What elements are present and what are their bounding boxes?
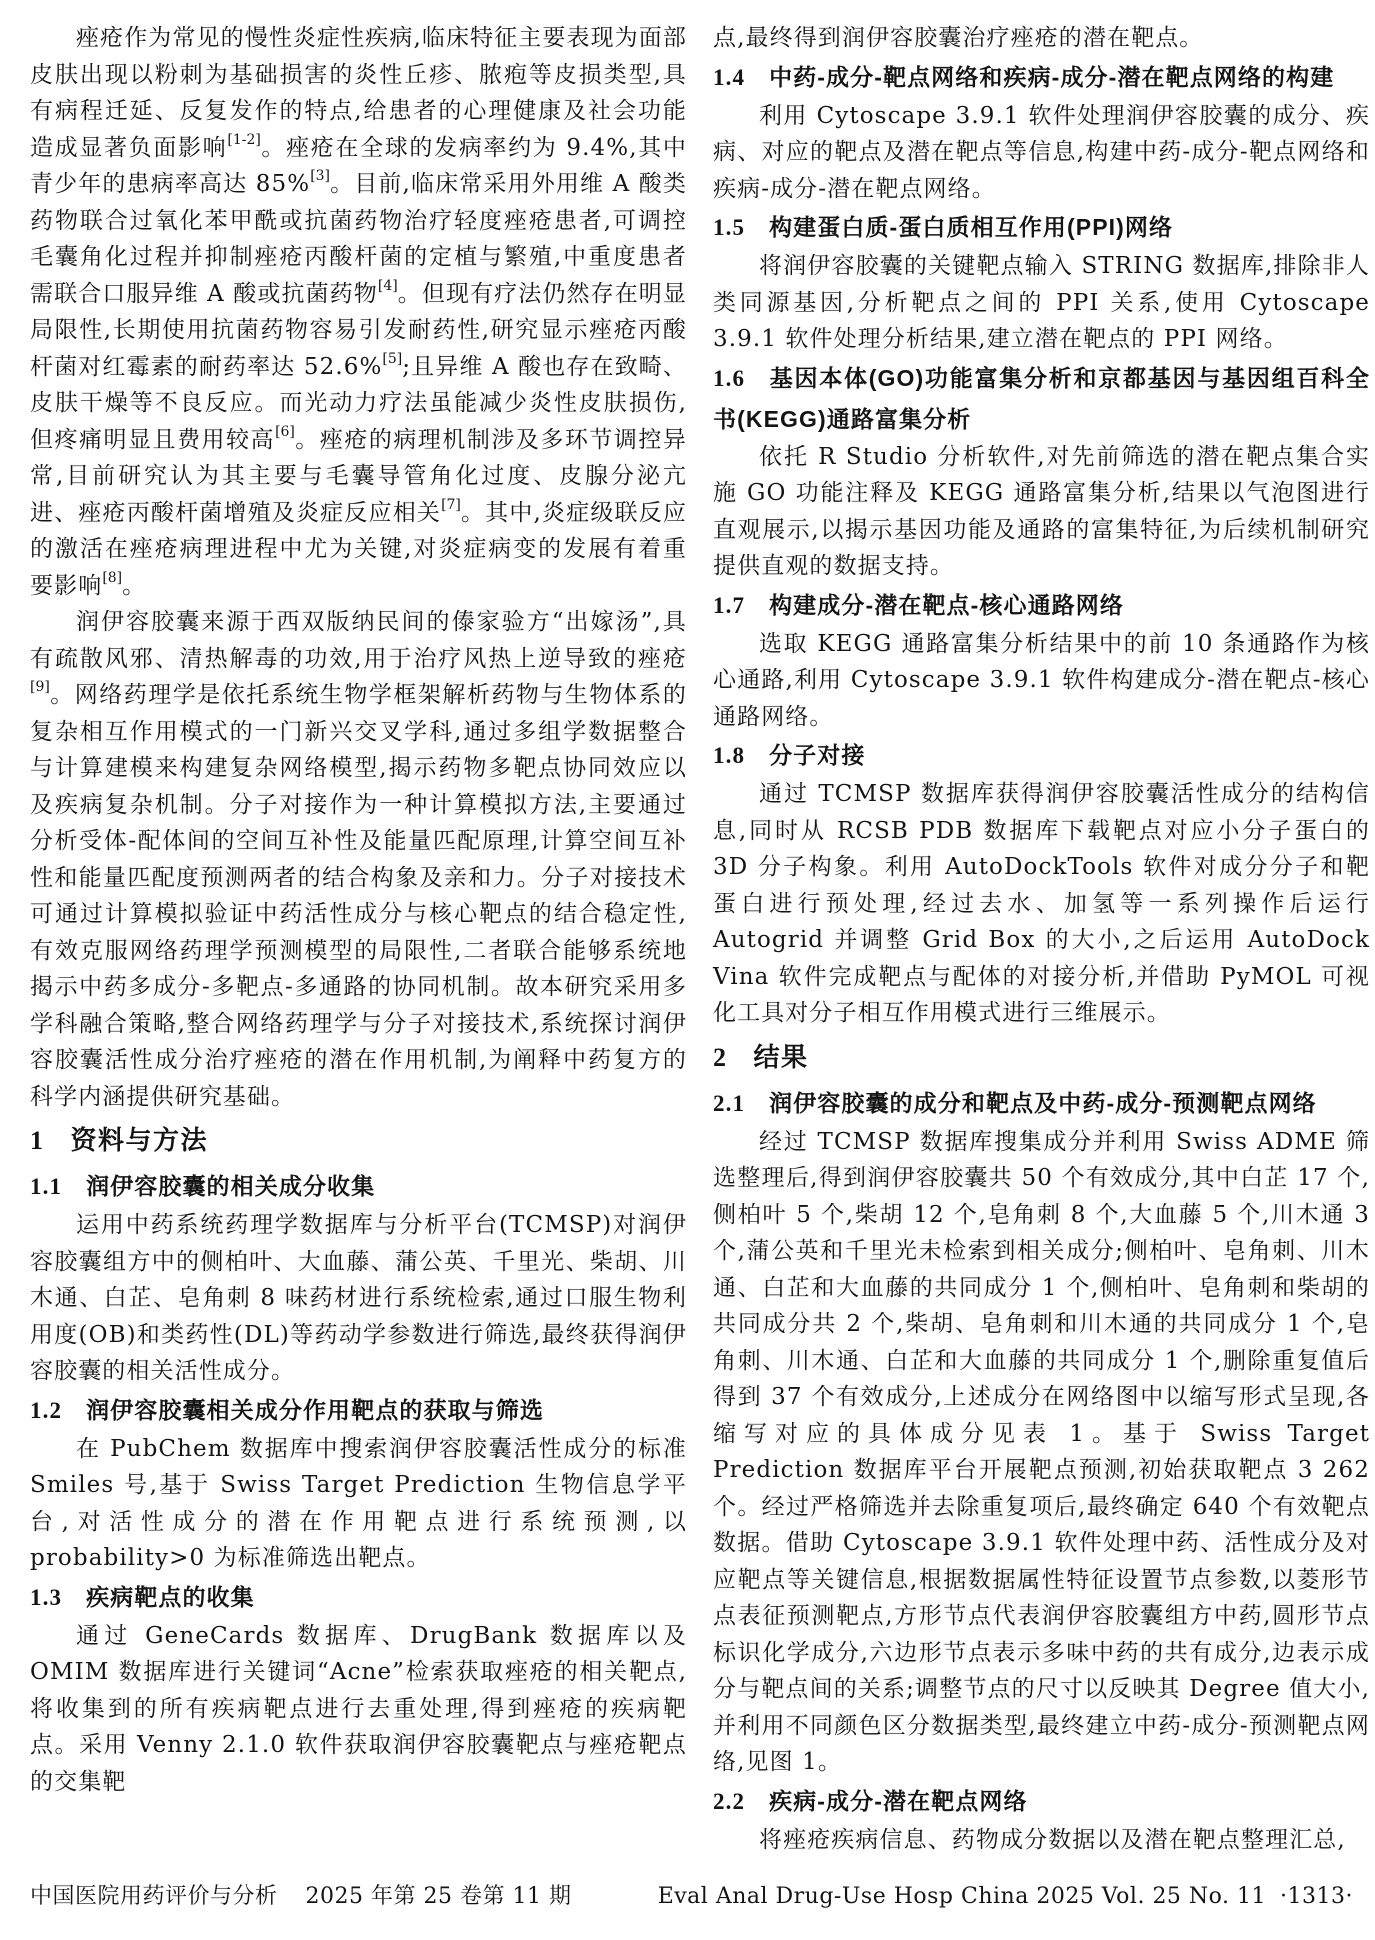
- section-heading-2.1: [713, 1083, 1370, 1124]
- footer-journal-en: [644, 1882, 1353, 1912]
- page-number: ·1313·: [1280, 1884, 1353, 1909]
- journal-title-cn: 中国医院用药评价与分析: [30, 1884, 278, 1909]
- section-number: 1.4: [713, 64, 746, 90]
- section-title: 疾病-成分-潜在靶点网络: [769, 1787, 1028, 1814]
- article-body: [30, 20, 1370, 1858]
- section-heading-1.7: [713, 585, 1370, 626]
- paragraph: 痤疮作为常见的慢性炎症性疾病,临床特征主要表现为面部皮肤出现以粉刺为基础损害的炎性丘疹、脓疱等皮损类型,具有病程迁延、反复发作的特点,给患者的心理健康及社会功能造成显著负面影响[1-2]。痤疮在全球的发病率约为 9.4%,其中青少年的患病率高达 85%[3]。目前,临床常采用外用维 A 酸类药物联合过氧化苯甲酰或抗菌药物治疗轻度痤疮患者,可调控毛囊角化过程并抑制痤疮丙酸杆菌的定植与繁殖,中重度患者需联合口服异维 A 酸或抗菌药物[4]。但现有疗法仍然存在明显局限性,长期使用抗菌药物容易引发耐药性,研究显示痤疮丙酸杆菌对红霉素的耐药率达 52.6%[5];且异维 A 酸也存在致畸、皮肤干燥等不良反应。而光动力疗法虽能减少炎性皮肤损伤,但疼痛明显且费用较高[6]。痤疮的病理机制涉及多环节调控异常,目前研究认为其主要与毛囊导管角化过度、皮腺分泌亢进、痤疮丙酸杆菌增殖及炎症反应相关[7]。其中,炎症级联反应的激活在痤疮病理进程中尤为关键,对炎症病变的发展有着重要影响[8]。: [30, 25, 688, 599]
- paragraph: 运用中药系统药理学数据库与分析平台(TCMSP)对润伊容胶囊组方中的侧柏叶、大血藤、蒲公英、千里光、柴胡、川木通、白芷、皂角刺 8 味药材进行系统检索,通过口服生物利用度(OB)和类药性(DL)等药动学参数进行筛选,最终获得润伊容胶囊的相关活性成分。: [30, 1212, 687, 1384]
- paragraph: 利用 Cytoscape 3.9.1 软件处理润伊容胶囊的成分、疾病、对应的靶点及潜在靶点等信息,构建中药-成分-靶点网络和疾病-成分-潜在靶点网络。: [713, 102, 1370, 202]
- section-heading-1.6: [713, 358, 1370, 439]
- section-heading-1.1: [30, 1166, 687, 1207]
- section-heading-1: [30, 1115, 687, 1166]
- section-heading-1.8: [713, 735, 1370, 776]
- section-title: 润伊容胶囊的相关成分收集: [86, 1173, 376, 1199]
- reference-marker: [3]: [310, 168, 331, 185]
- section-title: 润伊容胶囊相关成分作用靶点的获取与筛选: [86, 1396, 544, 1423]
- reference-marker: [7]: [441, 496, 461, 513]
- left-column: [30, 20, 687, 1858]
- section-number: 2.1: [713, 1090, 746, 1116]
- section-number: 2: [713, 1042, 728, 1072]
- right-column: [713, 20, 1370, 1858]
- paragraph: 润伊容胶囊来源于西双版纳民间的傣家验方“出嫁汤”,具有疏散风邪、清热解毒的功效,用于治疗风热上逆导致的痤疮[9]。网络药理学是依托系统生物学框架解析药物与生物体系的复杂相互作用模式的一门新兴交叉学科,通过多组学数据整合与计算建模来构建复杂网络模型,揭示药物多靶点协同效应以及疾病复杂机制。分子对接作为一种计算模拟方法,主要通过分析受体-配体间的空间互补性及能量匹配原理,计算空间互补性和能量匹配度预测两者的结合构象及亲和力。分子对接技术可通过计算模拟验证中药活性成分与核心靶点的结合稳定性,有效克服网络药理学预测模型的局限性,二者联合能够系统地揭示中药多成分-多靶点-多通路的协同机制。故本研究采用多学科融合策略,整合网络药理学与分子对接技术,系统探讨润伊容胶囊活性成分治疗痤疮的潜在作用机制,为阐释中药复方的科学内涵提供研究基础。: [30, 609, 687, 1110]
- section-number: 1.6: [713, 365, 746, 391]
- section-title: 疾病靶点的收集: [86, 1583, 255, 1610]
- section-heading-1.2: [30, 1390, 687, 1431]
- paragraph: 通过 GeneCards 数据库、DrugBank 数据库以及 OMIM 数据库进行关键词“Acne”检索获取痤疮的相关靶点,将收集到的所有疾病靶点进行去重处理,得到痤疮的疾病靶点。采用 Venny 2.1.0 软件获取润伊容胶囊靶点与痤疮靶点的交集靶: [30, 1622, 687, 1795]
- section-title: 中药-成分-靶点网络和疾病-成分-潜在靶点网络的构建: [769, 63, 1335, 90]
- section-number: 1.3: [30, 1584, 63, 1610]
- reference-marker: [5]: [382, 350, 403, 367]
- paragraph: 依托 R Studio 分析软件,对先前筛选的潜在靶点集合实施 GO 功能注释及 KEGG 通路富集分析,结果以气泡图进行直观展示,以揭示基因功能及通路的富集特征,为后续机制研究提供直观的数据支持。: [713, 443, 1370, 579]
- section-title: 结果: [753, 1041, 809, 1072]
- reference-marker: [1-2]: [227, 131, 261, 148]
- paragraph: 通过 TCMSP 数据库获得润伊容胶囊活性成分的结构信息,同时从 RCSB PDB 数据库下载靶点对应小分子蛋白的 3D 分子构象。利用 AutoDockTools 软件对成分分子和靶蛋白进行预处理,经过去水、加氢等一系列操作后运行 Autogrid 并调整 Grid Box 的大小,之后运用 AutoDock Vina 软件完成靶点与配体的对接分析,并借助 PyMOL 可视化工具对分子相互作用模式进行三维展示。: [713, 781, 1370, 1026]
- section-number: 1: [30, 1126, 45, 1155]
- section-number: 1.2: [30, 1397, 63, 1423]
- section-title: 构建蛋白质-蛋白质相互作用(PPI)网络: [769, 214, 1174, 240]
- reference-marker: [8]: [102, 569, 123, 586]
- section-title: 分子对接: [769, 742, 866, 768]
- reference-marker: [4]: [377, 277, 398, 294]
- journal-title-en: Eval Anal Drug-Use Hosp China 2025 Vol. 25 No. 11: [657, 1884, 1267, 1909]
- section-number: 1.5: [713, 215, 746, 240]
- paragraph: 经过 TCMSP 数据库搜集成分并利用 Swiss ADME 筛选整理后,得到润伊容胶囊共 50 个有效成分,其中白芷 17 个,侧柏叶 5 个,柴胡 12 个,皂角刺 8 个,大血藤 5 个,川木通 3 个,蒲公英和千里光未检索到相关成分;侧柏叶、皂角刺、川木通、白芷和大血藤的共同成分 1 个,侧柏叶、皂角刺和柴胡的共同成分共 2 个,柴胡、皂角刺和川木通的共同成分 1 个,皂角刺、川木通、白芷和大血藤的共同成分 1 个,删除重复值后得到 37 个有效成分,上述成分在网络图中以缩写形式呈现,各缩写对应的具体成分见表 1。基于 Swiss Target Prediction 数据库平台开展靶点预测,初始获取靶点 3 262 个。经过严格筛选并去除重复项后,最终确定 640 个有效靶点数据。借助 Cytoscape 3.9.1 软件处理中药、活性成分及对应靶点等关键信息,根据数据属性特征设置节点参数,以菱形节点表征预测靶点,方形节点代表润伊容胶囊组方中药,圆形节点标识化学成分,六边形节点表示多味中药的共有成分,边表示成分与靶点间的关系;调整节点的尺寸以反映其 Degree 值大小,并利用不同颜色区分数据类型,最终建立中药-成分-预测靶点网络,见图 1。: [713, 1128, 1370, 1775]
- section-number: 1.8: [713, 743, 746, 768]
- section-title: 基因本体(GO)功能富集分析和京都基因与基因组百科全书(KEGG)通路富集分析: [713, 364, 1370, 432]
- section-title: 润伊容胶囊的成分和靶点及中药-成分-预测靶点网络: [769, 1089, 1317, 1116]
- section-number: 1.7: [713, 592, 746, 618]
- section-heading-2.2: [713, 1781, 1370, 1822]
- section-heading-1.3: [30, 1577, 687, 1618]
- reference-marker: [6]: [275, 423, 295, 440]
- paragraph: 将痤疮疾病信息、药物成分数据以及潜在靶点整理汇总,: [759, 1826, 1346, 1853]
- paragraph: 将润伊容胶囊的关键靶点输入 STRING 数据库,排除非人类同源基因,分析靶点之间的 PPI 关系,使用 Cytoscape 3.9.1 软件处理分析结果,建立潜在靶点的 PPI 网络。: [713, 253, 1370, 352]
- paragraph: 点,最终得到润伊容胶囊治疗痤疮的潜在靶点。: [713, 25, 1204, 51]
- section-title: 构建成分-潜在靶点-核心通路网络: [769, 591, 1124, 618]
- reference-marker: [9]: [30, 679, 50, 696]
- section-heading-1.4: [713, 57, 1370, 98]
- page-footer: [30, 1882, 1353, 1912]
- journal-issue-cn: 2025 年第 25 卷第 11 期: [305, 1884, 572, 1909]
- section-number: 2.2: [713, 1788, 746, 1814]
- paragraph: 在 PubChem 数据库中搜索润伊容胶囊活性成分的标准 Smiles 号,基于 Swiss Target Prediction 生物信息学平台,对活性成分的潜在作用靶点进行系统预测,以 probability>0 为标准筛选出靶点。: [30, 1435, 687, 1571]
- section-number: 1.1: [30, 1174, 63, 1199]
- section-heading-1.5: [713, 207, 1370, 248]
- section-heading-2: [713, 1032, 1370, 1083]
- paragraph: 选取 KEGG 通路富集分析结果中的前 10 条通路作为核心通路,利用 Cytoscape 3.9.1 软件构建成分-潜在靶点-核心通路网络。: [713, 630, 1370, 730]
- footer-journal-cn: [30, 1882, 599, 1912]
- section-title: 资料与方法: [70, 1125, 209, 1155]
